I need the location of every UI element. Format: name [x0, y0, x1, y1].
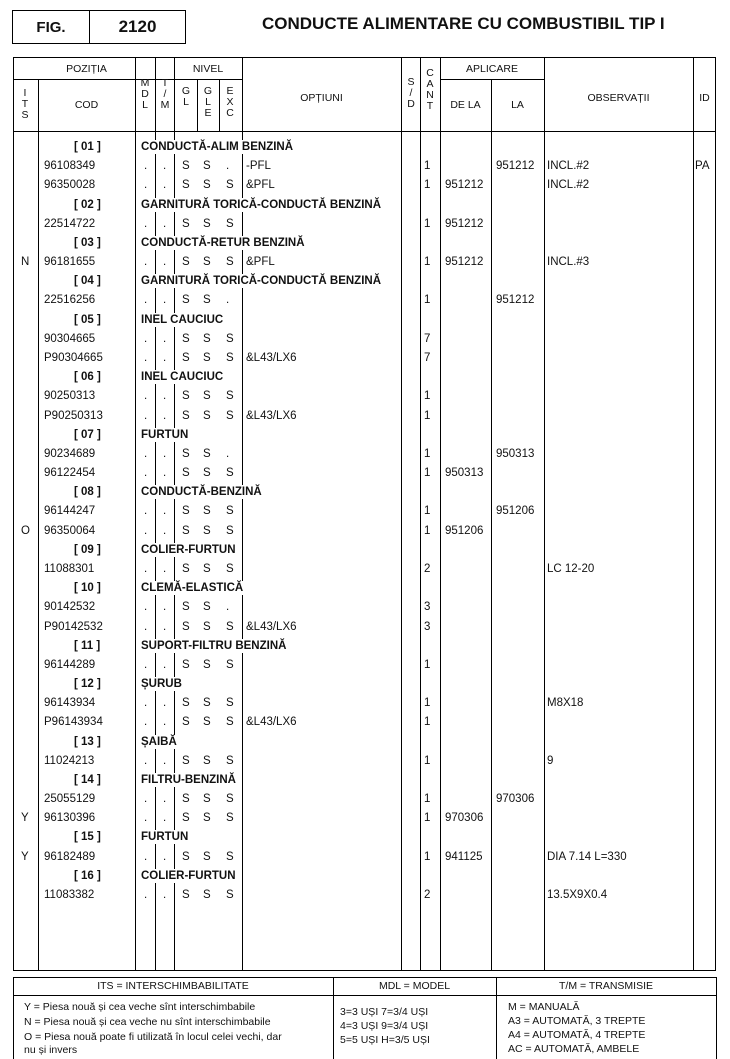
- cell-its: Y: [21, 812, 29, 825]
- group-name: CONDUCTĂ-RETUR BENZINĂ: [141, 236, 305, 249]
- cell-exc: S: [226, 562, 234, 575]
- cell-obs: 13.5X9X0.4: [547, 889, 608, 902]
- cell-gl: S: [182, 390, 190, 403]
- col-observatii-header: OBSERVAȚII: [587, 92, 650, 104]
- cell-mdl: .: [144, 351, 148, 364]
- cell-cod: 96143934: [44, 697, 96, 710]
- col-optiuni-header: OPȚIUNI: [300, 92, 343, 104]
- cell-cant: 1: [424, 179, 431, 192]
- cell-mdl: .: [144, 716, 148, 729]
- cell-opt: &PFL: [246, 179, 275, 192]
- cell-cant: 1: [424, 467, 431, 480]
- figure-label: FIG.: [12, 10, 90, 44]
- cell-gl: S: [182, 447, 190, 460]
- legend-its-n: N = Piesa nouă și cea veche nu sînt interschimbabile: [24, 1016, 271, 1028]
- cell-exc: S: [226, 697, 234, 710]
- cell-its: O: [21, 524, 30, 537]
- cell-tm: .: [163, 294, 167, 307]
- cell-dela: 951206: [445, 524, 484, 537]
- cell-mdl: .: [144, 390, 148, 403]
- figure-number: 2120: [90, 10, 186, 44]
- cell-exc: .: [226, 601, 230, 614]
- col-its-header: I T S: [21, 87, 29, 121]
- cell-cant: 1: [424, 409, 431, 422]
- cell-cant: 3: [424, 601, 431, 614]
- group-position: [ 03 ]: [74, 236, 101, 249]
- cell-obs: INCL.#2: [547, 179, 590, 192]
- cell-gle: S: [203, 390, 211, 403]
- cell-cod: P90142532: [44, 620, 103, 633]
- cell-cod: 90304665: [44, 332, 96, 345]
- cell-tm: .: [163, 850, 167, 863]
- cell-cant: 1: [424, 850, 431, 863]
- cell-gle: S: [203, 217, 211, 230]
- group-position: [ 16 ]: [74, 869, 101, 882]
- document-title: CONDUCTE ALIMENTARE CU COMBUSTIBIL TIP I: [262, 14, 665, 33]
- cell-its: N: [21, 256, 30, 269]
- col-aplicare-header: APLICARE: [466, 63, 518, 75]
- cell-dela: 941125: [445, 850, 483, 863]
- cell-cod: 96350064: [44, 524, 96, 537]
- grid-line: [197, 79, 198, 131]
- cell-gl: S: [182, 256, 190, 269]
- cell-exc: S: [226, 754, 234, 767]
- parts-table: [13, 57, 716, 971]
- cell-gl: S: [182, 889, 190, 902]
- cell-gle: S: [203, 256, 211, 269]
- cell-mdl: .: [144, 409, 148, 422]
- group-position: [ 05 ]: [74, 313, 101, 326]
- cell-gl: S: [182, 524, 190, 537]
- group-position: [ 08 ]: [74, 486, 101, 499]
- group-name: CLEMĂ-ELASTICĂ: [141, 582, 244, 595]
- cell-gle: S: [203, 754, 211, 767]
- cell-cant: 1: [424, 812, 431, 825]
- cell-cant: 7: [424, 351, 431, 364]
- cell-tm: .: [163, 217, 167, 230]
- cell-la: 951212: [496, 160, 535, 173]
- cell-exc: S: [226, 524, 234, 537]
- group-name: ȘAIBĂ: [141, 735, 177, 748]
- grid-line: [401, 57, 402, 971]
- cell-cant: 1: [424, 294, 431, 307]
- legend-tm-line: A3 = AUTOMATĂ, 3 TREPTE: [508, 1015, 646, 1027]
- grid-line: [13, 977, 716, 978]
- cell-la: 951212: [496, 294, 535, 307]
- cell-gle: S: [203, 889, 211, 902]
- cell-gl: S: [182, 409, 190, 422]
- cell-cod: P90304665: [44, 351, 103, 364]
- cell-cant: 1: [424, 256, 431, 269]
- cell-gle: S: [203, 160, 211, 173]
- cell-cant: 2: [424, 562, 431, 575]
- group-name: GARNITURĂ TORICĂ-CONDUCTĂ BENZINĂ: [141, 275, 381, 288]
- legend-its-o: O = Piesa nouă poate fi utilizată în locul celei vechi, dar: [24, 1031, 282, 1043]
- col-pozitia-header: POZIȚIA: [66, 63, 107, 75]
- col-la-header: LA: [511, 99, 524, 111]
- cell-cod: 96108349: [44, 160, 96, 173]
- cell-mdl: .: [144, 256, 148, 269]
- cell-opt: &L43/LX6: [246, 409, 297, 422]
- group-name: CONDUCTĂ-ALIM BENZINĂ: [141, 141, 294, 153]
- grid-line: [13, 131, 716, 132]
- cell-tm: .: [163, 447, 167, 460]
- cell-gl: S: [182, 658, 190, 671]
- cell-gl: S: [182, 601, 190, 614]
- cell-exc: S: [226, 793, 234, 806]
- legend-mdl-line: 3=3 UȘI 7=3/4 UȘI: [340, 1006, 429, 1018]
- legend-mdl-title: MDL = MODEL: [378, 980, 451, 992]
- cell-gle: S: [203, 524, 211, 537]
- grid-line: [544, 57, 545, 971]
- cell-cant: 1: [424, 447, 431, 460]
- cell-mdl: .: [144, 812, 148, 825]
- cell-cant: 1: [424, 658, 431, 671]
- cell-gl: S: [182, 793, 190, 806]
- cell-cant: 1: [424, 697, 431, 710]
- group-position: [ 14 ]: [74, 773, 101, 786]
- cell-exc: S: [226, 390, 234, 403]
- cell-exc: S: [226, 467, 234, 480]
- grid-line: [693, 57, 694, 971]
- cell-gl: S: [182, 332, 190, 345]
- cell-gle: S: [203, 409, 211, 422]
- cell-gle: S: [203, 793, 211, 806]
- cell-opt: &PFL: [246, 256, 275, 269]
- cell-gle: S: [203, 850, 211, 863]
- group-position: [ 15 ]: [74, 831, 101, 844]
- cell-obs: M8X18: [547, 697, 584, 710]
- grid-line: [440, 79, 544, 80]
- cell-mdl: .: [144, 217, 148, 230]
- col-cod-header: COD: [74, 99, 99, 111]
- grid-line: [135, 57, 136, 971]
- cell-gl: S: [182, 294, 190, 307]
- cell-cod: 90250313: [44, 390, 96, 403]
- group-position: [ 10 ]: [74, 582, 101, 595]
- cell-its: Y: [21, 850, 29, 863]
- group-name: ȘURUB: [141, 678, 182, 691]
- cell-exc: S: [226, 217, 234, 230]
- grid-line: [491, 79, 492, 971]
- cell-la: 951206: [496, 505, 535, 518]
- group-name: COLIER-FURTUN: [141, 869, 236, 882]
- group-name: INEL CAUCIUC: [141, 313, 224, 326]
- cell-la: 950313: [496, 447, 535, 460]
- cell-gle: S: [203, 697, 211, 710]
- cell-cod: 25055129: [44, 793, 96, 806]
- col-nivel-header: NIVEL: [192, 63, 224, 75]
- cell-cod: 11024213: [44, 754, 95, 767]
- cell-gl: S: [182, 850, 190, 863]
- cell-gl: S: [182, 467, 190, 480]
- group-name: INEL CAUCIUC: [141, 371, 224, 384]
- cell-tm: .: [163, 256, 167, 269]
- col-gl-header: G L: [181, 85, 191, 108]
- cell-cant: 1: [424, 390, 431, 403]
- cell-opt: &L43/LX6: [246, 716, 297, 729]
- col-mdl-header: M D L: [140, 77, 150, 111]
- cell-gl: S: [182, 160, 190, 173]
- cell-cod: 90234689: [44, 447, 96, 460]
- cell-cant: 2: [424, 889, 431, 902]
- cell-gle: S: [203, 467, 211, 480]
- cell-tm: .: [163, 658, 167, 671]
- cell-gl: S: [182, 716, 190, 729]
- cell-cod: 96350028: [44, 179, 96, 192]
- cell-exc: S: [226, 850, 234, 863]
- legend-tm-line: A4 = AUTOMATĂ, 4 TREPTE: [508, 1029, 646, 1041]
- cell-gle: S: [203, 351, 211, 364]
- cell-cod: 22514722: [44, 217, 96, 230]
- cell-mdl: .: [144, 793, 148, 806]
- legend-tm-title: T/M = TRANSMISIE: [558, 980, 654, 992]
- cell-opt: &L43/LX6: [246, 351, 297, 364]
- cell-mdl: .: [144, 562, 148, 575]
- cell-cant: 1: [424, 505, 431, 518]
- cell-gl: S: [182, 697, 190, 710]
- cell-tm: .: [163, 390, 167, 403]
- group-name: FILTRU-BENZINĂ: [141, 773, 236, 786]
- cell-mdl: .: [144, 889, 148, 902]
- cell-tm: .: [163, 793, 167, 806]
- legend-its-o-cont: nu și invers: [24, 1044, 78, 1056]
- cell-gle: S: [203, 620, 211, 633]
- group-position: [ 02 ]: [74, 198, 101, 211]
- cell-cant: 1: [424, 793, 431, 806]
- col-gle-header: G L E: [203, 85, 213, 119]
- cell-obs: DIA 7.14 L=330: [547, 850, 627, 863]
- cell-tm: .: [163, 601, 167, 614]
- col-sd-header: S / D: [407, 76, 415, 110]
- col-dela-header: DE LA: [450, 99, 481, 111]
- cell-tm: .: [163, 697, 167, 710]
- cell-exc: S: [226, 620, 234, 633]
- group-name: GARNITURĂ TORICĂ-CONDUCTĂ BENZINĂ: [141, 198, 381, 211]
- cell-tm: .: [163, 160, 167, 173]
- cell-tm: .: [163, 179, 167, 192]
- col-id-header: ID: [699, 92, 710, 104]
- legend-tm-line: M = MANUALĂ: [508, 1001, 580, 1013]
- cell-cant: 1: [424, 217, 431, 230]
- cell-mdl: .: [144, 447, 148, 460]
- cell-cod: 96181655: [44, 256, 96, 269]
- cell-mdl: .: [144, 294, 148, 307]
- cell-dela: 951212: [445, 217, 484, 230]
- cell-gl: S: [182, 620, 190, 633]
- cell-tm: .: [163, 562, 167, 575]
- cell-gl: S: [182, 505, 190, 518]
- cell-exc: .: [226, 447, 230, 460]
- cell-cod: 11088301: [44, 562, 95, 575]
- cell-exc: S: [226, 409, 234, 422]
- cell-gl: S: [182, 179, 190, 192]
- cell-gl: S: [182, 754, 190, 767]
- cell-cod: 11083382: [44, 889, 95, 902]
- cell-gle: S: [203, 505, 211, 518]
- cell-dela: 951212: [445, 179, 484, 192]
- cell-gl: S: [182, 351, 190, 364]
- cell-cod: 96122454: [44, 467, 96, 480]
- cell-cod: 96130396: [44, 812, 96, 825]
- group-position: [ 13 ]: [74, 735, 101, 748]
- cell-exc: S: [226, 505, 234, 518]
- cell-gl: S: [182, 217, 190, 230]
- cell-tm: .: [163, 332, 167, 345]
- cell-tm: .: [163, 467, 167, 480]
- group-position: [ 01 ]: [74, 141, 101, 153]
- col-tm-header: T / M: [160, 77, 170, 111]
- legend-its-title: ITS = INTERSCHIMBABILITATE: [97, 980, 249, 992]
- cell-cant: 1: [424, 524, 431, 537]
- cell-tm: .: [163, 505, 167, 518]
- cell-cant: 1: [424, 754, 431, 767]
- cell-gle: S: [203, 601, 211, 614]
- group-name: COLIER-FURTUN: [141, 543, 236, 556]
- cell-la: 970306: [496, 793, 535, 806]
- cell-obs: 9: [547, 754, 554, 767]
- cell-dela: 951212: [445, 256, 484, 269]
- legend-mdl-line: 4=3 UȘI 9=3/4 UȘI: [340, 1020, 429, 1032]
- cell-dela: 950313: [445, 467, 484, 480]
- cell-opt: &L43/LX6: [246, 620, 297, 633]
- group-position: [ 12 ]: [74, 678, 101, 691]
- cell-cant: 3: [424, 620, 431, 633]
- group-position: [ 04 ]: [74, 275, 101, 288]
- grid-line: [219, 79, 220, 131]
- cell-exc: S: [226, 812, 234, 825]
- cell-gl: S: [182, 812, 190, 825]
- cell-mdl: .: [144, 332, 148, 345]
- grid-line: [716, 977, 717, 1059]
- cell-cod: P90250313: [44, 409, 103, 422]
- cell-tm: .: [163, 409, 167, 422]
- grid-line: [13, 79, 242, 80]
- cell-gle: S: [203, 179, 211, 192]
- cell-gle: S: [203, 716, 211, 729]
- cell-exc: S: [226, 716, 234, 729]
- cell-exc: S: [226, 889, 234, 902]
- cell-obs: INCL.#3: [547, 256, 590, 269]
- legend-mdl-line: 5=5 UȘI H=3/5 UȘI: [340, 1034, 430, 1046]
- group-position: [ 09 ]: [74, 543, 101, 556]
- col-cant-header: C A N T: [426, 67, 434, 112]
- cell-opt: -PFL: [246, 160, 271, 173]
- group-position: [ 06 ]: [74, 371, 101, 384]
- cell-gle: S: [203, 332, 211, 345]
- cell-tm: .: [163, 524, 167, 537]
- cell-mdl: .: [144, 754, 148, 767]
- legend-tm-line: AC = AUTOMATĂ, AMBELE: [508, 1043, 640, 1055]
- cell-tm: .: [163, 754, 167, 767]
- cell-gle: S: [203, 447, 211, 460]
- col-exc-header: E X C: [226, 85, 234, 119]
- cell-exc: S: [226, 658, 234, 671]
- cell-gle: S: [203, 658, 211, 671]
- cell-gl: S: [182, 562, 190, 575]
- grid-line: [420, 57, 421, 971]
- legend-its-y: Y = Piesa nouă și cea veche sînt interschimbabile: [24, 1001, 256, 1013]
- cell-exc: .: [226, 160, 230, 173]
- cell-tm: .: [163, 351, 167, 364]
- grid-line: [13, 995, 716, 996]
- cell-obs: LC 12-20: [547, 562, 595, 575]
- grid-line: [440, 57, 441, 971]
- cell-mdl: .: [144, 160, 148, 173]
- cell-tm: .: [163, 620, 167, 633]
- group-position: [ 11 ]: [74, 639, 101, 652]
- cell-gle: S: [203, 562, 211, 575]
- cell-mdl: .: [144, 524, 148, 537]
- cell-cant: 1: [424, 160, 431, 173]
- grid-line: [38, 79, 39, 971]
- group-name: CONDUCTĂ-BENZINĂ: [141, 486, 262, 499]
- grid-line: [242, 57, 243, 971]
- cell-exc: S: [226, 256, 234, 269]
- cell-mdl: .: [144, 697, 148, 710]
- cell-cod: P96143934: [44, 716, 103, 729]
- group-name: FURTUN: [141, 831, 189, 844]
- cell-dela: 970306: [445, 812, 484, 825]
- cell-cod: 96182489: [44, 850, 96, 863]
- cell-mdl: .: [144, 505, 148, 518]
- group-name: SUPORT-FILTRU BENZINĂ: [141, 639, 287, 652]
- cell-exc: S: [226, 332, 234, 345]
- cell-cant: 1: [424, 716, 431, 729]
- cell-cod: 22516256: [44, 294, 96, 307]
- cell-mdl: .: [144, 850, 148, 863]
- group-position: [ 07 ]: [74, 428, 101, 441]
- cell-mdl: .: [144, 658, 148, 671]
- cell-gle: S: [203, 812, 211, 825]
- cell-tm: .: [163, 716, 167, 729]
- cell-cant: 7: [424, 332, 431, 345]
- group-name: FURTUN: [141, 428, 189, 441]
- cell-tm: .: [163, 889, 167, 902]
- cell-mdl: .: [144, 179, 148, 192]
- cell-obs: INCL.#2: [547, 160, 590, 173]
- cell-gle: S: [203, 294, 211, 307]
- cell-id: PA: [695, 160, 710, 173]
- cell-tm: .: [163, 812, 167, 825]
- cell-cod: 96144289: [44, 658, 96, 671]
- cell-exc: S: [226, 351, 234, 364]
- cell-mdl: .: [144, 620, 148, 633]
- cell-cod: 96144247: [44, 505, 96, 518]
- cell-exc: .: [226, 294, 230, 307]
- cell-mdl: .: [144, 467, 148, 480]
- cell-mdl: .: [144, 601, 148, 614]
- cell-exc: S: [226, 179, 234, 192]
- cell-cod: 90142532: [44, 601, 96, 614]
